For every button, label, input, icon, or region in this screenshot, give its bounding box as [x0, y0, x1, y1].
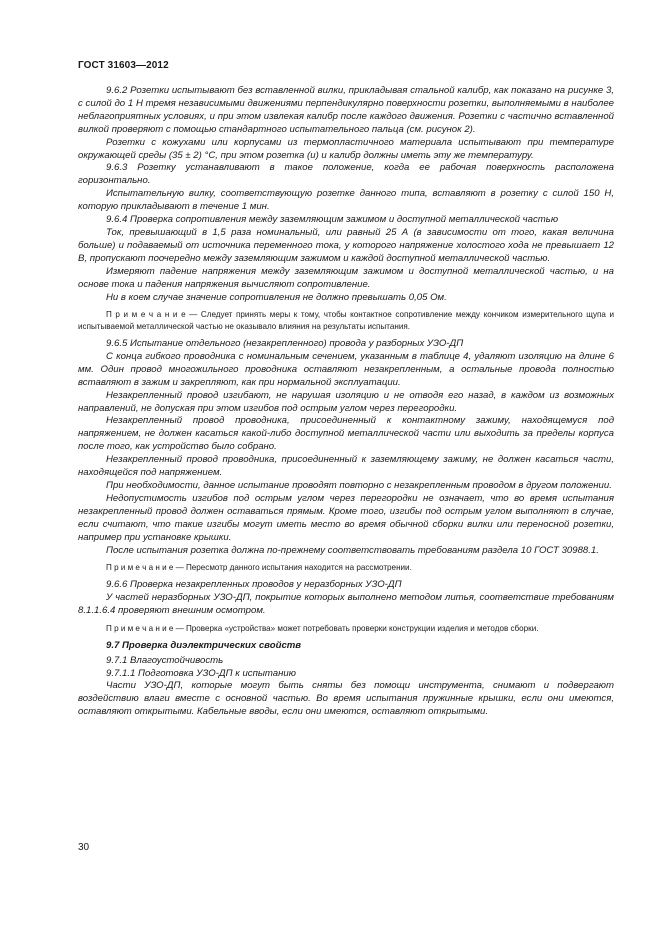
paragraph: Части УЗО-ДП, которые могут быть сняты без помощи инструмента, снимают и подвергают воздействию влаги вместе с основной частью. Во время испытания пружинные крышки, если они имеются, оставляют открытыми. Кабельные вводы, если они имеются, оставляют открытыми. [78, 680, 614, 718]
note-text: — Проверка «устройства» может потребовать проверки конструкции изделия и методов сборки. [173, 623, 539, 633]
page-number: 30 [78, 842, 90, 853]
note-label: П р и м е ч а н и е [106, 310, 186, 320]
paragraph: Измеряют падение напряжения между заземляющим зажимом и доступной металлической частью, и на основе тока и падения напряжения вычисляют сопротивление. [78, 265, 614, 290]
note-1 [78, 309, 614, 333]
paragraph: С конца гибкого проводника с номинальным сечением, указанным в таблице 4, удаляют изоляцию на длине 6 мм. Один провод многожильного проводника оставляют незакрепленным, а остальные провода полностью вставляют в зажим и закрепляют, как при нормальной эксплуатации. [78, 350, 614, 388]
note-3 [78, 623, 614, 635]
paragraph-9-7-1-1: 9.7.1.1 Подготовка УЗО-ДП к испытанию [106, 667, 296, 679]
note-label: П р и м е ч а н и е [106, 563, 174, 573]
paragraph: Испытательную вилку, соответствующую розетке данного типа, вставляют в розетку с силой 150 Н, которую прикладывают в течение 1 мин. [78, 188, 614, 213]
paragraph: Недопустимость изгибов под острым углом через перегородки не означает, что во время испытания незакрепленный провод должен оставаться прямым. Кроме того, изгибы под острым углом выполняют в случае, если считают, что такие изгибы могут иметь место во время обычной сборки вилки или переносной розетки, например при установке крышки. [78, 492, 614, 543]
paragraph-9-6-3: 9.6.3 Розетку устанавливают в такое положение, когда ее рабочая поверхность расположена горизонтально. [78, 162, 614, 187]
note-text: — Следует принять меры к тому, чтобы контактное сопротивление между кончиком измерительного щупа и испытываемой металлической частью не оказывало влияния на результаты испытания. [78, 310, 614, 332]
document-header: ГОСТ 31603—2012 [78, 60, 169, 71]
paragraph: Незакрепленный провод проводника, присоединенный к заземляющему зажиму, не должен касаться части, находящейся под напряжением. [78, 454, 614, 479]
paragraph-9-7-1: 9.7.1 Влагоустойчивость [106, 654, 224, 666]
note-label: П р и м е ч а н и е [106, 623, 174, 633]
document-body [78, 85, 614, 719]
paragraph-9-6-5: 9.6.5 Испытание отдельного (незакрепленного) провода у разборных УЗО-ДП [106, 338, 464, 349]
paragraph: Ни в коем случае значение сопротивления не должно превышать 0,05 Ом. [106, 291, 447, 303]
paragraph-9-6-4: 9.6.4 Проверка сопротивления между заземляющим зажимом и доступной металлической частью [106, 214, 559, 226]
paragraph: У частей неразборных УЗО-ДП, покрытие которых выполнено методом литья, соответствие требованиям 8.1.1.6.4 проверяют внешним осмотром. [78, 592, 614, 617]
paragraph: Незакрепленный провод проводника, присоединенный к контактному зажиму, находящемуся под напряжением, не должен касаться какой-либо доступной металлической части или выходить за пределы корпуса после того, как устройство было собрано. [78, 415, 614, 453]
paragraph: Розетки с кожухами или корпусами из термопластичного материала испытывают при температуре окружающей среды (35 ± 2) °С, при этом розетка (и) и калибр должны иметь эту же температуру. [78, 136, 614, 161]
note-2 [78, 562, 614, 574]
paragraph-9-6-2: 9.6.2 Розетки испытывают без вставленной вилки, прикладывая стальной калибр, как показано на рисунке 3, с силой до 1 Н тремя независимыми движениями перпендикулярно поверхности розетки, выполняемыми в наиболее неблагоприятных условиях, и при этом извлекая калибр после каждого движения. Розетки с частично вставленной вилкой проверяют с помощью стандартного испытательного пальца (см. рисунок 2). [78, 85, 614, 135]
paragraph: После испытания розетка должна по-прежнему соответствовать требованиям раздела 10 ГОСТ 30988.1. [106, 544, 599, 556]
paragraph: Ток, превышающий в 1,5 раза номинальный, или равный 25 А (в зависимости от того, какая величина больше) и подаваемый от источника переменного тока, у которого напряжение холостого хода не превышает 12 В, пропускают поочередно между заземляющим зажимом и каждой доступной металлической частью. [78, 226, 614, 264]
paragraph: Незакрепленный провод изгибают, не нарушая изоляцию и не отводя его назад, в каждом из возможных направлений, не допуская при этом изгибов под острым углом через перегородки. [78, 389, 614, 414]
section-heading-9-7: 9.7 Проверка диэлектрических свойств [106, 639, 302, 651]
note-text: — Пересмотр данного испытания находится на рассмотрении. [173, 563, 412, 573]
paragraph: При необходимости, данное испытание проводят повторно с незакрепленным проводом в другом положении. [106, 479, 612, 491]
paragraph-9-6-6: 9.6.6 Проверка незакрепленных проводов у неразборных УЗО-ДП [106, 579, 402, 591]
